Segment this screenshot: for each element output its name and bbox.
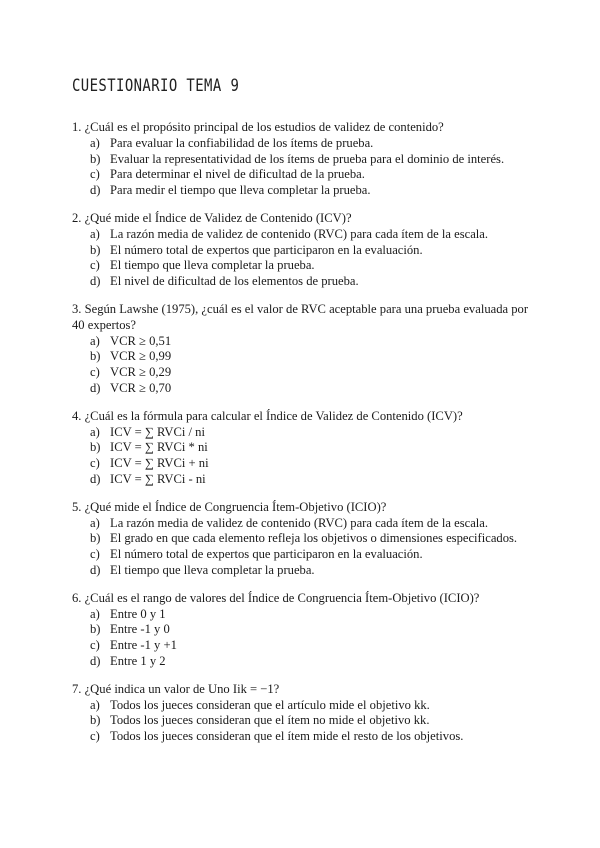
- option-a: [72, 516, 530, 532]
- question-2: [72, 211, 530, 290]
- question-4: [72, 409, 530, 488]
- question-text: 6. ¿Cuál es el rango de valores del Índice de Congruencia Ítem-Objetivo (ICIO)?: [72, 590, 480, 605]
- question-5: [72, 500, 530, 579]
- option-c: [72, 638, 530, 654]
- option-text: Entre -1 y +1: [110, 638, 177, 653]
- option-b: [72, 531, 530, 547]
- option-letter: d): [90, 471, 101, 486]
- option-text: Todos los jueces consideran que el ítem mide el resto de los objetivos.: [110, 729, 464, 744]
- option-letter: c): [90, 456, 100, 471]
- option-letter: d): [90, 183, 101, 198]
- option-b: [72, 713, 530, 729]
- options-list: [72, 334, 530, 397]
- option-c: [72, 167, 530, 183]
- option-letter: b): [90, 151, 101, 166]
- option-a: [72, 227, 530, 243]
- options-list: [72, 698, 530, 745]
- option-letter: b): [90, 713, 101, 728]
- option-b: [72, 622, 530, 638]
- option-text: El número total de expertos que participaron en la evaluación.: [110, 547, 423, 562]
- option-a: [72, 698, 530, 714]
- option-letter: c): [90, 638, 100, 653]
- option-text: Todos los jueces consideran que el ítem no mide el objetivo kk.: [110, 713, 430, 728]
- question-text: 4. ¿Cuál es la fórmula para calcular el Índice de Validez de Contenido (ICV)?: [72, 408, 463, 423]
- option-d: [72, 472, 530, 488]
- option-letter: b): [90, 440, 101, 455]
- options-list: [72, 516, 530, 579]
- option-letter: d): [90, 274, 101, 289]
- options-list: [72, 425, 530, 488]
- question-3: [72, 302, 530, 397]
- option-text: El tiempo que lleva completar la prueba.: [110, 258, 315, 273]
- option-text: Entre 0 y 1: [110, 606, 166, 621]
- option-b: [72, 349, 530, 365]
- option-a: [72, 425, 530, 441]
- question-1: [72, 120, 530, 199]
- question-7: [72, 682, 530, 745]
- question-text: 3. Según Lawshe (1975), ¿cuál es el valor de RVC aceptable para una prueba evaluada por 40 expertos?: [72, 301, 529, 332]
- option-letter: a): [90, 606, 100, 621]
- option-letter: a): [90, 515, 100, 530]
- option-letter: d): [90, 562, 101, 577]
- option-b: [72, 243, 530, 259]
- options-list: [72, 136, 530, 199]
- question-6: [72, 591, 530, 670]
- options-list: [72, 607, 530, 670]
- option-text: VCR ≥ 0,70: [110, 380, 172, 395]
- option-d: [72, 654, 530, 670]
- option-text: Para determinar el nivel de dificultad de la prueba.: [110, 167, 365, 182]
- option-b: [72, 440, 530, 456]
- option-letter: c): [90, 167, 100, 182]
- option-text: El número total de expertos que participaron en la evaluación.: [110, 242, 423, 257]
- option-a: [72, 607, 530, 623]
- question-text: 2. ¿Qué mide el Índice de Validez de Contenido (ICV)?: [72, 210, 352, 225]
- option-text: VCR ≥ 0,99: [110, 349, 172, 364]
- document-title: CUESTIONARIO TEMA 9: [72, 76, 240, 96]
- option-text: VCR ≥ 0,51: [110, 333, 172, 348]
- option-text: Para evaluar la confiabilidad de los ítems de prueba.: [110, 135, 374, 150]
- option-c: [72, 365, 530, 381]
- option-d: [72, 274, 530, 290]
- option-c: [72, 258, 530, 274]
- option-text: ICV = ∑ RVCi - ni: [110, 471, 206, 486]
- option-letter: b): [90, 531, 101, 546]
- option-text: Todos los jueces consideran que el artículo mide el objetivo kk.: [110, 697, 430, 712]
- question-text: 7. ¿Qué indica un valor de Uno Iik = −1?: [72, 681, 280, 696]
- question-text: 1. ¿Cuál es el propósito principal de los estudios de validez de contenido?: [72, 120, 444, 134]
- option-a: [72, 334, 530, 350]
- option-text: VCR ≥ 0,29: [110, 365, 172, 380]
- option-letter: a): [90, 226, 100, 241]
- option-text: Entre 1 y 2: [110, 653, 166, 668]
- option-b: [72, 152, 530, 168]
- option-text: La razón media de validez de contenido (RVC) para cada ítem de la escala.: [110, 226, 489, 241]
- option-text: El grado en que cada elemento refleja los objetivos o dimensiones especificados.: [110, 531, 518, 546]
- option-letter: d): [90, 653, 101, 668]
- options-list: [72, 227, 530, 290]
- option-d: [72, 183, 530, 199]
- option-d: [72, 563, 530, 579]
- option-c: [72, 456, 530, 472]
- option-text: El nivel de dificultad de los elementos de prueba.: [110, 274, 359, 289]
- option-letter: d): [90, 380, 101, 395]
- option-text: ICV = ∑ RVCi * ni: [110, 440, 208, 455]
- option-text: La razón media de validez de contenido (RVC) para cada ítem de la escala.: [110, 515, 489, 530]
- option-text: Para medir el tiempo que lleva completar la prueba.: [110, 183, 371, 198]
- option-letter: b): [90, 349, 101, 364]
- option-text: Evaluar la representatividad de los ítems de prueba para el dominio de interés.: [110, 151, 505, 166]
- option-text: El tiempo que lleva completar la prueba.: [110, 562, 315, 577]
- option-letter: a): [90, 135, 100, 150]
- option-letter: c): [90, 258, 100, 273]
- option-c: [72, 729, 530, 745]
- question-text: 5. ¿Qué mide el Índice de Congruencia Ítem-Objetivo (ICIO)?: [72, 499, 387, 514]
- option-letter: a): [90, 333, 100, 348]
- option-letter: b): [90, 622, 101, 637]
- option-text: Entre -1 y 0: [110, 622, 170, 637]
- option-c: [72, 547, 530, 563]
- option-a: [72, 136, 530, 152]
- option-letter: b): [90, 242, 101, 257]
- option-letter: a): [90, 697, 100, 712]
- option-d: [72, 381, 530, 397]
- option-text: ICV = ∑ RVCi / ni: [110, 424, 205, 439]
- option-letter: a): [90, 424, 100, 439]
- option-letter: c): [90, 365, 100, 380]
- option-letter: c): [90, 729, 100, 744]
- option-letter: c): [90, 547, 100, 562]
- option-text: ICV = ∑ RVCi + ni: [110, 456, 209, 471]
